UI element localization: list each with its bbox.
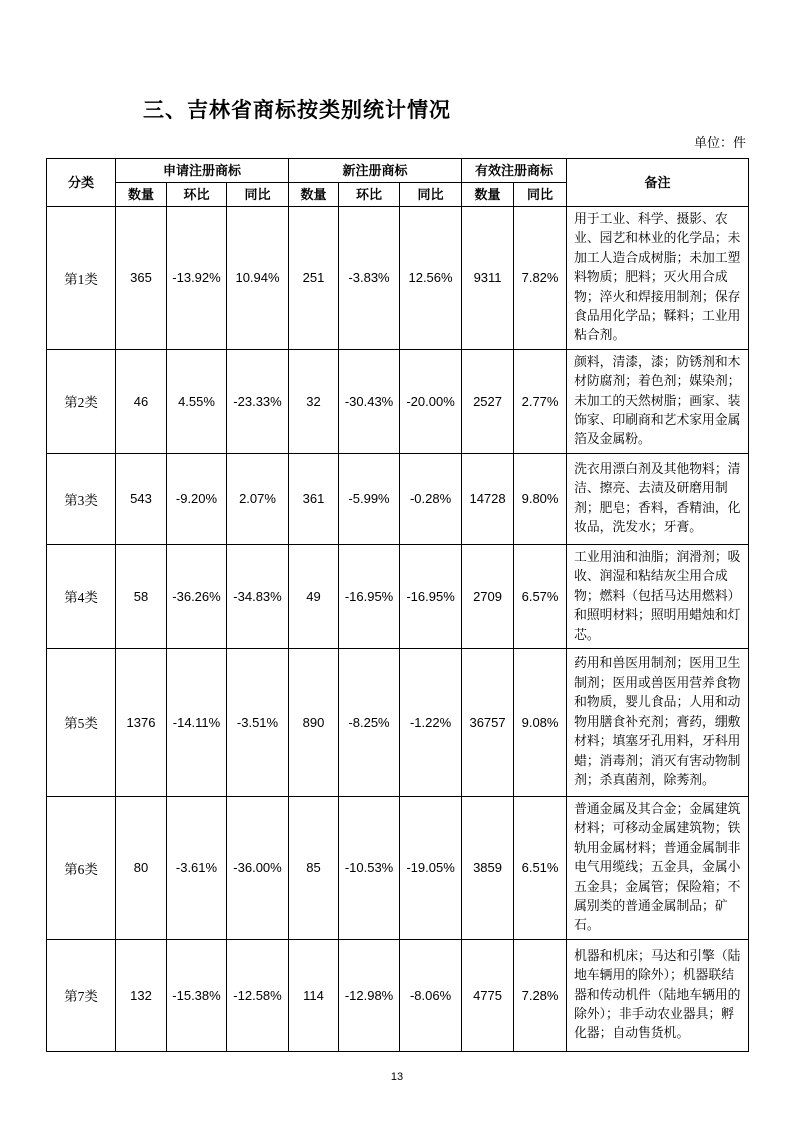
unit-label: 单位：件 [693, 135, 746, 150]
new-mom-cell: -5.99% [339, 453, 400, 544]
applied-mom-cell: -9.20% [167, 453, 227, 544]
new-mom-cell: -3.83% [339, 207, 400, 350]
new-yoy-cell: -16.95% [400, 544, 462, 648]
applied-mom-cell: -3.61% [167, 796, 227, 939]
valid-qty-cell: 2527 [462, 349, 514, 453]
category-cell: 第6类 [47, 796, 116, 939]
new-yoy-cell: -1.22% [400, 648, 462, 796]
page-title: 三、吉林省商标按类别统计情况 [143, 99, 451, 122]
remark-cell: 工业用油和油脂；润滑剂；吸收、润湿和粘结灰尘用合成物；燃料（包括马达用燃料）和照明材料；照明用蜡烛和灯芯。 [567, 544, 749, 648]
applied-yoy-cell: -23.33% [227, 349, 289, 453]
category-cell: 第2类 [47, 349, 116, 453]
applied-qty-cell: 80 [116, 796, 167, 939]
header-valid-yoy: 同比 [514, 183, 567, 207]
new-mom-cell: -16.95% [339, 544, 400, 648]
applied-qty-cell: 46 [116, 349, 167, 453]
trademark-statistics-table [46, 158, 749, 1052]
remark-cell: 普通金属及其合金；金属建筑材料；可移动金属建筑物；铁轨用金属材料；普通金属制非电气用缆线；五金具，金属小五金具；金属管；保险箱；不属别类的普通金属制品；矿石。 [567, 796, 749, 939]
valid-qty-cell: 9311 [462, 207, 514, 350]
new-qty-cell: 251 [289, 207, 339, 350]
valid-yoy-cell: 6.57% [514, 544, 567, 648]
header-applied-qty: 数量 [116, 183, 167, 207]
remark-cell: 颜料，清漆，漆；防锈剂和木材防腐剂；着色剂；媒染剂；未加工的天然树脂；画家、装饰家、印刷商和艺术家用金属箔及金属粉。 [567, 349, 749, 453]
remark-cell: 药用和兽医用制剂；医用卫生制剂；医用或兽医用营养食物和物质，婴儿食品；人用和动物用膳食补充剂；膏药，绷敷材料；填塞牙孔用料，牙科用蜡；消毒剂；消灭有害动物制剂；杀真菌剂，除莠剂。 [567, 648, 749, 796]
header-new-yoy: 同比 [400, 183, 462, 207]
table-row [47, 648, 749, 796]
table-row [47, 207, 749, 350]
valid-yoy-cell: 2.77% [514, 349, 567, 453]
category-cell: 第3类 [47, 453, 116, 544]
valid-yoy-cell: 9.08% [514, 648, 567, 796]
remark-cell: 机器和机床；马达和引擎（陆地车辆用的除外）；机器联结器和传动机件（陆地车辆用的除外）；非手动农业器具；孵化器；自动售货机。 [567, 939, 749, 1051]
category-cell: 第5类 [47, 648, 116, 796]
new-yoy-cell: -8.06% [400, 939, 462, 1051]
new-yoy-cell: 12.56% [400, 207, 462, 350]
table-row [47, 939, 749, 1051]
table-row [47, 453, 749, 544]
category-cell: 第4类 [47, 544, 116, 648]
new-mom-cell: -30.43% [339, 349, 400, 453]
applied-mom-cell: -14.11% [167, 648, 227, 796]
applied-qty-cell: 132 [116, 939, 167, 1051]
page-number: 13 [390, 1071, 404, 1083]
new-qty-cell: 361 [289, 453, 339, 544]
applied-yoy-cell: 2.07% [227, 453, 289, 544]
new-qty-cell: 49 [289, 544, 339, 648]
category-cell: 第1类 [47, 207, 116, 350]
applied-qty-cell: 1376 [116, 648, 167, 796]
new-yoy-cell: -19.05% [400, 796, 462, 939]
applied-qty-cell: 543 [116, 453, 167, 544]
table-row [47, 544, 749, 648]
header-group-applied: 申请注册商标 [116, 159, 289, 183]
new-qty-cell: 114 [289, 939, 339, 1051]
remark-cell: 用于工业、科学、摄影、农业、园艺和林业的化学品；未加工人造合成树脂；未加工塑料物质；肥料；灭火用合成物；淬火和焊接用制剂；保存食品用化学品；鞣料；工业用粘合剂。 [567, 207, 749, 350]
valid-yoy-cell: 7.28% [514, 939, 567, 1051]
remark-cell: 洗衣用漂白剂及其他物料；清洁、擦亮、去渍及研磨用制剂；肥皂；香料，香精油，化妆品，洗发水；牙膏。 [567, 453, 749, 544]
applied-yoy-cell: 10.94% [227, 207, 289, 350]
header-new-mom: 环比 [339, 183, 400, 207]
header-remark: 备注 [567, 159, 749, 207]
table-body [47, 207, 749, 1052]
applied-yoy-cell: -34.83% [227, 544, 289, 648]
new-qty-cell: 32 [289, 349, 339, 453]
valid-qty-cell: 4775 [462, 939, 514, 1051]
table-row [47, 349, 749, 453]
valid-yoy-cell: 7.82% [514, 207, 567, 350]
valid-qty-cell: 3859 [462, 796, 514, 939]
valid-qty-cell: 14728 [462, 453, 514, 544]
applied-mom-cell: -13.92% [167, 207, 227, 350]
table-header [47, 159, 749, 207]
header-new-qty: 数量 [289, 183, 339, 207]
header-row-groups [47, 159, 749, 183]
applied-mom-cell: -36.26% [167, 544, 227, 648]
new-mom-cell: -12.98% [339, 939, 400, 1051]
category-cell: 第7类 [47, 939, 116, 1051]
new-mom-cell: -10.53% [339, 796, 400, 939]
new-yoy-cell: -20.00% [400, 349, 462, 453]
header-applied-yoy: 同比 [227, 183, 289, 207]
applied-mom-cell: -15.38% [167, 939, 227, 1051]
applied-yoy-cell: -3.51% [227, 648, 289, 796]
valid-yoy-cell: 9.80% [514, 453, 567, 544]
header-group-new: 新注册商标 [289, 159, 462, 183]
new-yoy-cell: -0.28% [400, 453, 462, 544]
new-qty-cell: 890 [289, 648, 339, 796]
header-valid-qty: 数量 [462, 183, 514, 207]
new-mom-cell: -8.25% [339, 648, 400, 796]
table-row [47, 796, 749, 939]
new-qty-cell: 85 [289, 796, 339, 939]
applied-qty-cell: 58 [116, 544, 167, 648]
header-category: 分类 [47, 159, 116, 207]
header-group-valid: 有效注册商标 [462, 159, 567, 183]
valid-yoy-cell: 6.51% [514, 796, 567, 939]
applied-qty-cell: 365 [116, 207, 167, 350]
header-applied-mom: 环比 [167, 183, 227, 207]
valid-qty-cell: 36757 [462, 648, 514, 796]
applied-yoy-cell: -36.00% [227, 796, 289, 939]
valid-qty-cell: 2709 [462, 544, 514, 648]
applied-yoy-cell: -12.58% [227, 939, 289, 1051]
applied-mom-cell: 4.55% [167, 349, 227, 453]
